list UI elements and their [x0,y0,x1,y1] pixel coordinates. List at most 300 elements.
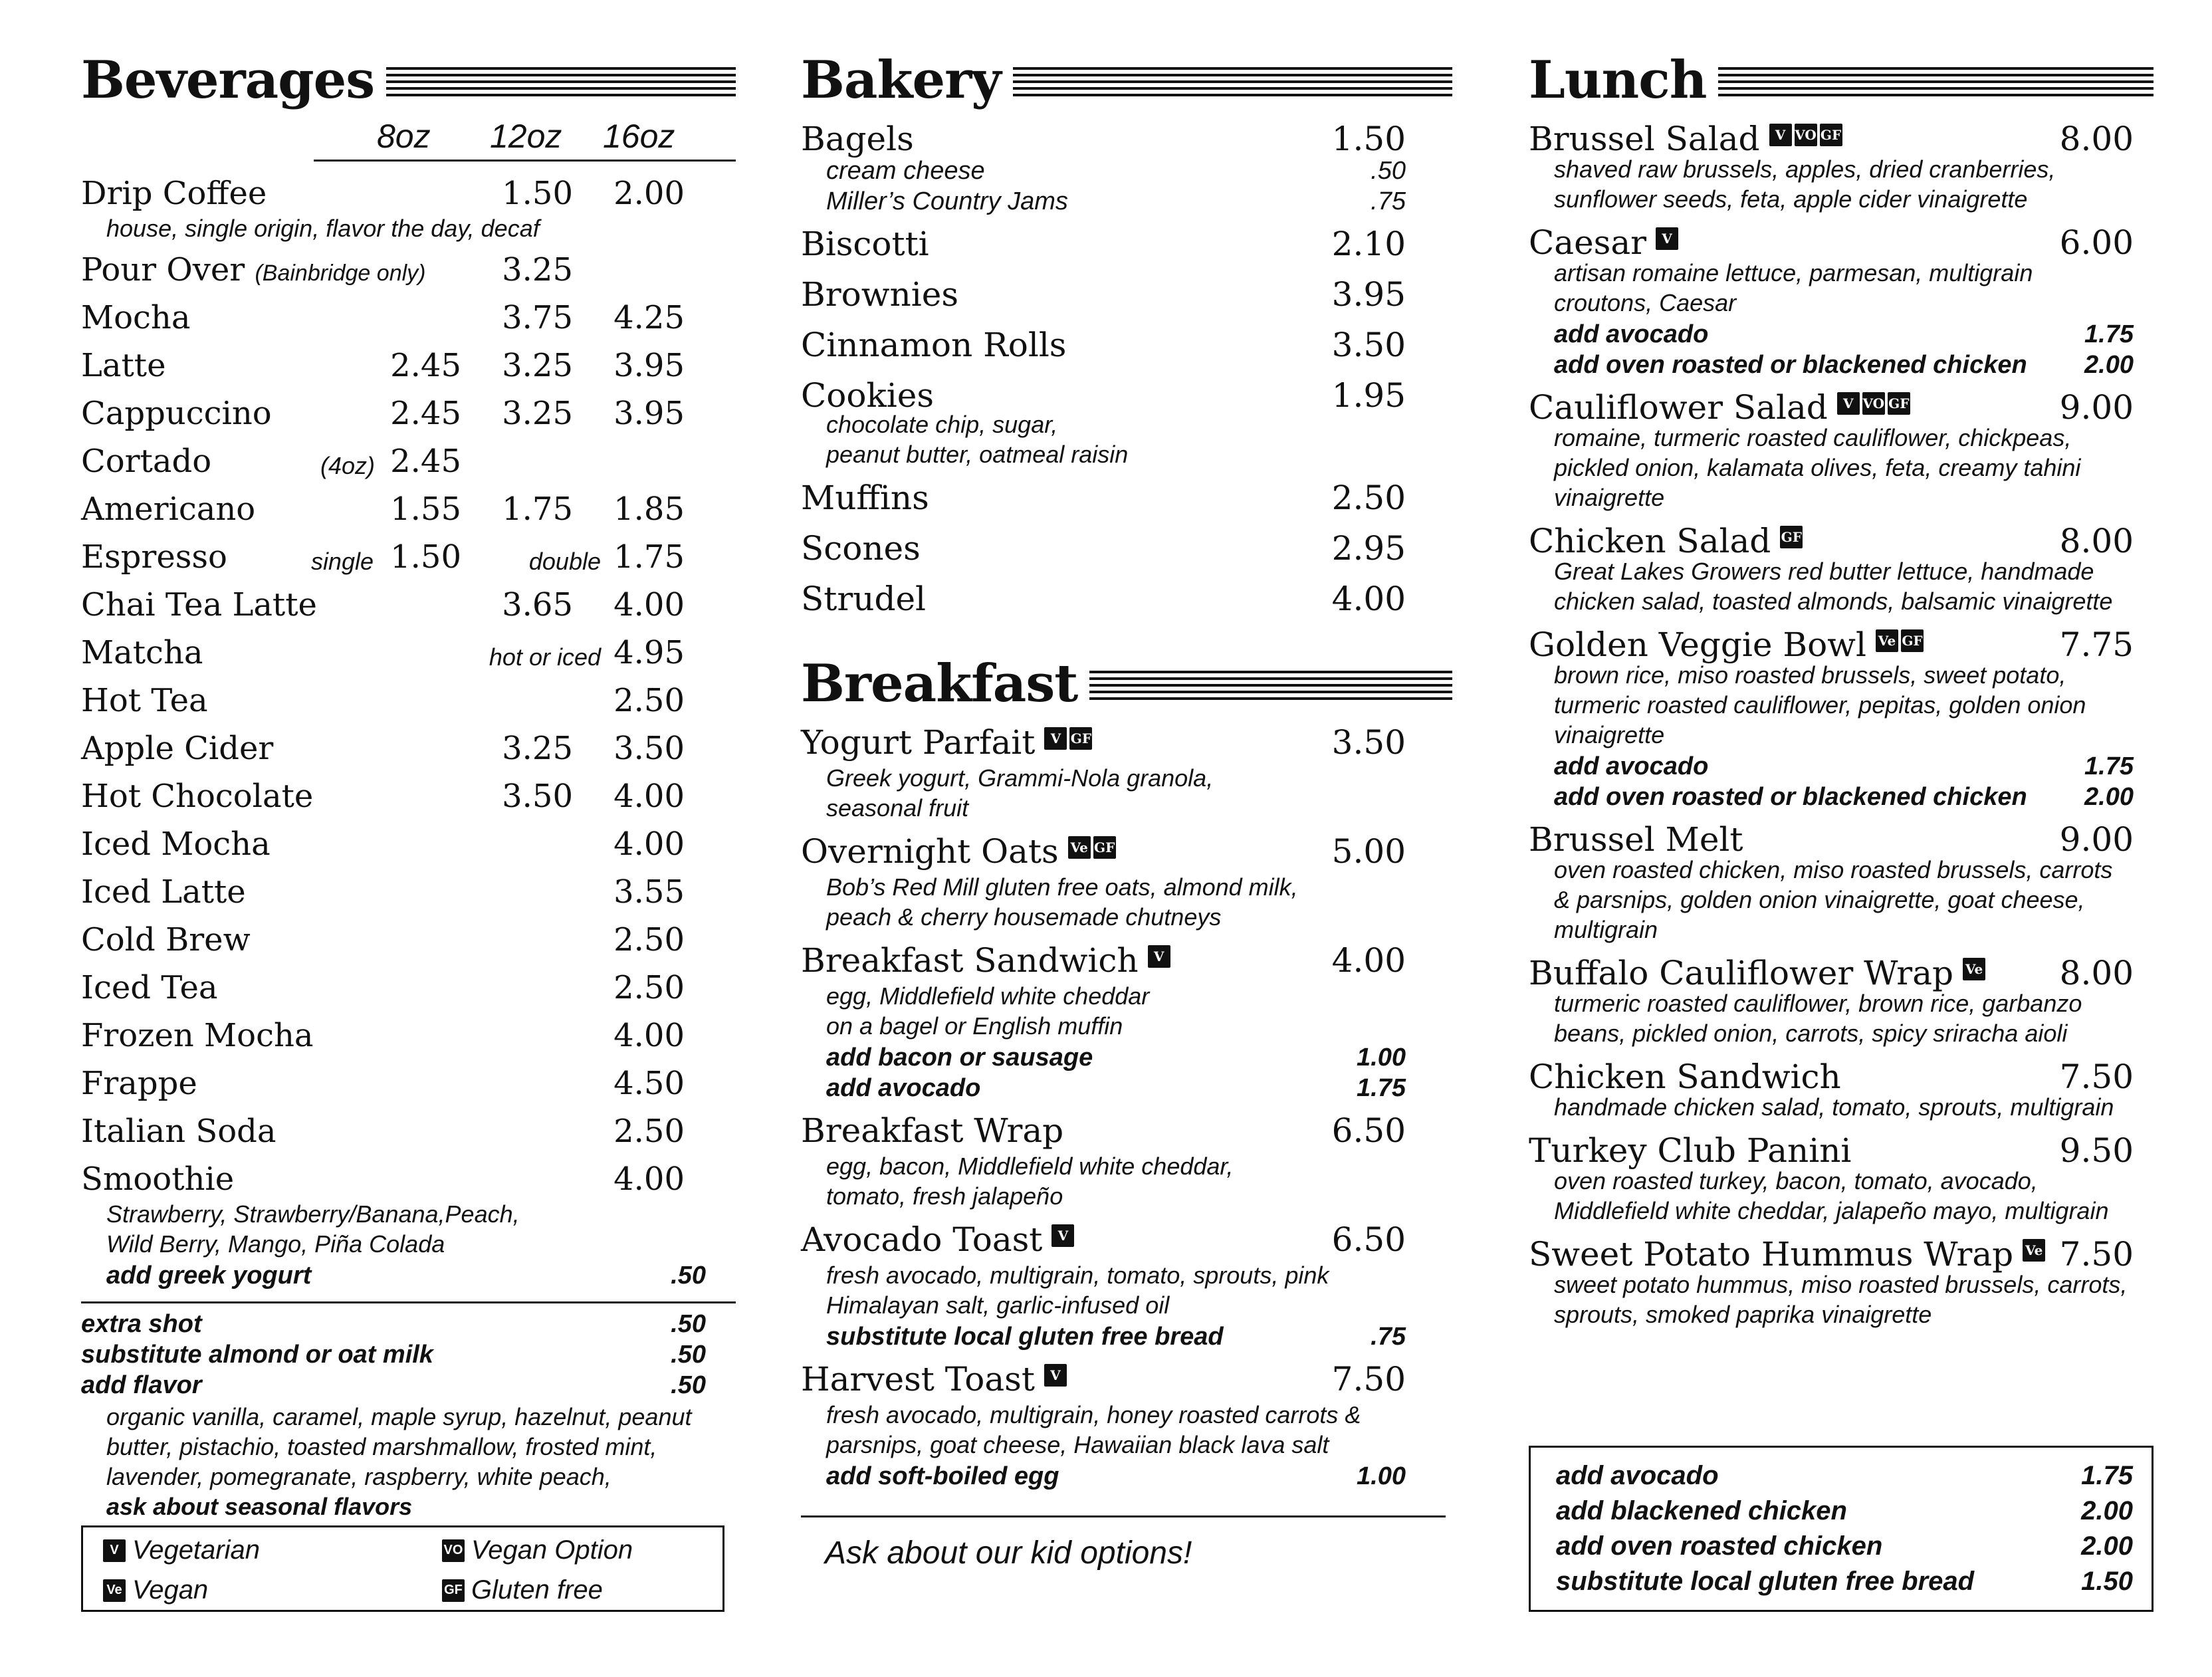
item-name: Cinnamon Rolls [801,326,1067,364]
extra-name: add flavor [81,1371,202,1399]
description-line: shaved raw brussels, apples, dried cranberries, [1554,156,2056,183]
add-on-price: 1.75 [2081,1461,2133,1490]
beverage-note: (Bainbridge only) [255,261,426,286]
add-on-name: add blackened chicken [1556,1496,1847,1525]
price-8oz: 2.45 [390,395,461,432]
item-price: 4.00 [1331,580,1406,618]
add-on [1529,752,2134,783]
description-line: sweet potato hummus, miso roasted brussels, carrots, [1554,1271,2128,1298]
lunch-add-ons-box [1529,1446,2154,1612]
add-on-price: .50 [1371,157,1406,185]
price-16oz: 4.25 [613,299,685,336]
breakfast-list [801,717,1406,1493]
item-description [826,981,1406,1041]
add-on-name: add soft-boiled egg [826,1462,1059,1490]
lunch-item [1529,619,2134,664]
add-on-price: 2.00 [2081,1496,2133,1525]
item-name: Chicken Salad [1529,522,1771,560]
description-line: romaine, turmeric roasted cauliflower, chickpeas, [1554,424,2072,451]
beverage-list [81,169,736,1292]
price-8oz: 2.45 [390,443,461,480]
item-price: 7.50 [2059,1058,2134,1096]
bakery-item [801,370,1406,413]
extra-name: extra shot [81,1310,202,1338]
beverage-row [81,294,736,342]
description-line: egg, bacon, Middlefield white cheddar, [826,1153,1234,1180]
beverage-row [81,677,736,725]
divider [801,1515,1446,1517]
description-line: artisan romaine lettuce, parmesan, multigrain [1554,259,2033,286]
description-line: pickled onion, kalamata olives, feta, creamy tahini [1554,454,2081,481]
price-8oz: 1.55 [390,491,461,528]
price-16oz: 1.85 [613,491,685,528]
description-line: fresh avocado, multigrain, honey roasted carrots & [826,1401,1361,1428]
description-line: peach & cherry housemade chutneys [826,903,1222,931]
flavor-line: organic vanilla, caramel, maple syrup, hazelnut, peanut [106,1403,692,1430]
price-16oz: 4.00 [613,826,685,863]
price-single: 1.50 [390,538,461,576]
beverage-name: Iced Tea [81,969,218,1006]
extra-row [81,1341,736,1371]
beverage-row [81,246,736,294]
add-on-row [1556,1567,2133,1602]
item-description [826,872,1406,932]
bakery-item [801,573,1406,623]
vegetarian-icon: V [1148,945,1170,968]
vegan-icon: Ve [103,1579,126,1602]
item-price: 2.10 [1331,225,1406,263]
item-name: Strudel [801,580,927,618]
description-line: sprouts, smoked paprika vinaigrette [1554,1301,1932,1328]
item-description [1554,258,2134,318]
description-line: parsnips, goat cheese, Hawaiian black lava salt [826,1431,1329,1458]
hot-or-iced-label: hot or iced [489,643,601,671]
lunch-item [1529,382,2134,427]
beverage-name: Iced Mocha [81,826,271,863]
extra-price: .50 [671,1310,706,1338]
description-line: Greek yogurt, Grammi-Nola granola, [826,764,1214,792]
item-description [1554,154,2134,214]
beverage-name: Hot Tea [81,682,208,719]
seasonal-flavors-note: ask about seasonal flavors [106,1493,413,1520]
vegan-icon: Ve [1068,836,1091,859]
item-description [826,763,1406,823]
price-double: 1.75 [613,538,685,576]
description-line: croutons, Caesar [1554,289,1737,316]
bakery-list [801,113,1406,623]
lunch-item [1529,515,2134,560]
price-16oz: 3.95 [613,347,685,384]
description-line: sunflower seeds, feta, apple cider vinaigrette [1554,185,2028,213]
description-line: seasonal fruit [826,794,969,822]
breakfast-item [801,826,1406,876]
size-columns-header [314,113,736,162]
description-line: on a bagel or English muffin [826,1012,1123,1040]
item-name: Brownies [801,275,958,314]
add-on [801,1074,1406,1105]
description-line: multigrain [1554,916,1658,943]
bagel-add-on [801,187,1406,218]
header-rule-lines [386,67,736,99]
price-16oz: 4.00 [613,586,685,623]
item-name: Brussel Melt [1529,820,1743,859]
vegetarian-icon: V [1044,1364,1067,1387]
add-on-row [1556,1461,2133,1496]
flavor-line: butter, pistachio, toasted marshmallow, frosted mint, [106,1433,657,1460]
beverage-name: Drip Coffee [81,175,267,212]
beverage-row [81,868,736,916]
add-on-name: cream cheese [826,157,985,185]
beverage-row [81,820,736,868]
lunch-item [1529,947,2134,992]
vegetarian-icon: V [1044,727,1067,750]
price-12oz: 3.25 [502,347,573,384]
add-on-name: add greek yogurt [106,1262,312,1289]
size-8oz: 8oz [377,118,431,155]
beverage-row [81,629,736,677]
price-12oz: 3.75 [502,299,573,336]
beverage-extras [81,1310,736,1521]
lunch-item [1529,113,2134,158]
header-rule-lines [1013,67,1452,99]
add-on-price: 2.00 [2084,351,2134,379]
add-on-price: 1.75 [1357,1074,1406,1102]
add-on-price: 1.75 [2084,752,2134,780]
bakery-item [801,113,1406,157]
beverage-name: Latte [81,347,166,384]
description-line: & parsnips, golden onion vinaigrette, goat cheese, [1554,886,2085,913]
gluten-free-icon: GF [442,1579,465,1602]
beverage-name: Cortado [81,443,212,480]
beverage-row [81,1155,736,1203]
item-price: 9.00 [2059,820,2134,859]
price-12oz: 3.50 [502,778,573,815]
item-price: 7.50 [2059,1235,2134,1274]
bakery-item [801,218,1406,269]
add-on [801,1323,1406,1353]
add-on-name: add oven roasted or blackened chicken [1554,783,2027,811]
item-price: 6.00 [2059,223,2134,262]
add-on-price: 1.75 [2084,320,2134,348]
gluten-free-icon: GF [1901,629,1924,652]
add-on-name: add bacon or sausage [826,1044,1093,1071]
add-on-name: add avocado [826,1074,981,1102]
add-on-price: 1.00 [1357,1462,1406,1490]
item-price: 9.00 [2059,388,2134,427]
breakfast-item [801,1105,1406,1155]
beverage-name: Hot Chocolate [81,778,314,815]
price-12oz: 1.75 [502,491,573,528]
beverage-row [81,169,736,217]
beverage-name: Smoothie [81,1161,235,1198]
description-line: handmade chicken salad, tomato, sprouts, multigrain [1554,1093,2114,1121]
add-on-price: .75 [1371,187,1406,215]
bakery-item [801,319,1406,370]
lunch-item [1529,814,2134,859]
description-line: egg, Middlefield white cheddar [826,982,1150,1010]
add-on-name: add avocado [1554,752,1709,780]
smoothie-flavors [106,1199,736,1259]
add-on-name: Miller’s Country Jams [826,187,1068,215]
description-line: Middlefield white cheddar, jalapeño mayo, multigrain [1554,1197,2109,1224]
beverage-row [81,964,736,1012]
item-description [1554,556,2134,616]
add-on-name: add avocado [1554,320,1709,348]
add-on [801,1044,1406,1074]
item-name: Caesar [1529,223,1647,262]
beverages-header [81,47,736,113]
flavor-list [106,1402,736,1521]
add-on-row [1556,1496,2133,1531]
legend-vegan [103,1575,208,1605]
lunch-item [1529,217,2134,262]
item-name: Brussel Salad [1529,120,1760,158]
gluten-free-icon: GF [1069,727,1092,750]
add-on-name: add oven roasted chicken [1556,1531,1883,1561]
lunch-item [1529,1125,2134,1170]
flavor-line: lavender, pomegranate, raspberry, white peach, [106,1463,611,1490]
bakery-title: Bakery [801,49,1001,110]
item-description [1554,855,2134,945]
vegan-icon: Ve [2023,1239,2045,1262]
item-description [1554,988,2134,1048]
price-12oz: 3.25 [502,730,573,767]
item-price: 6.50 [1331,1111,1406,1150]
item-name: Overnight Oats [801,832,1059,871]
bakery-item [801,522,1406,573]
cookie-varieties [826,409,1406,469]
beverage-row [81,342,736,390]
gluten-free-icon: GF [1820,124,1842,146]
beverage-name: Espresso [81,538,227,576]
item-description [826,1260,1406,1320]
add-on-name: substitute local gluten free bread [1556,1567,1975,1596]
vegetarian-icon: V [1051,1224,1074,1247]
add-on-price: 1.50 [2081,1567,2133,1596]
vegan-option-icon: VO [442,1539,465,1562]
price-16oz: 3.50 [613,730,685,767]
beverage-name: Americano [81,491,256,528]
beverage-name: Frappe [81,1065,197,1102]
lunch-item [1529,1228,2134,1274]
lunch-title: Lunch [1529,49,1707,110]
vegan-option-icon: VO [1862,392,1885,415]
item-name: Harvest Toast [801,1360,1035,1398]
description-line: brown rice, miso roasted brussels, sweet potato, [1554,661,2066,689]
lunch-item [1529,1051,2134,1096]
add-on-name: add avocado [1556,1461,1719,1490]
add-on-price: 2.00 [2084,783,2134,811]
item-price: 5.00 [1331,832,1406,871]
price-16oz: 2.50 [613,969,685,1006]
price-16oz: 3.95 [613,395,685,432]
item-description [826,1151,1406,1211]
breakfast-item [801,717,1406,767]
item-price: 1.50 [1331,120,1406,158]
description-line: Himalayan salt, garlic-infused oil [826,1291,1170,1319]
extra-row [81,1371,736,1402]
item-price: 8.00 [2059,522,2134,560]
beverage-name: Chai Tea Latte [81,586,317,623]
double-label: double [528,548,601,575]
price-16oz: 4.50 [613,1065,685,1102]
description-line: vinaigrette [1554,721,1665,748]
beverage-name: Frozen Mocha [81,1017,314,1054]
add-on-price: .50 [671,1262,706,1289]
item-description [1554,1166,2134,1226]
beverages-title: Beverages [81,49,375,110]
price-12oz: 3.65 [502,586,573,623]
item-price: 7.50 [1331,1360,1406,1398]
beverage-row [81,485,736,533]
size-16oz: 16oz [603,118,675,155]
breakfast-item [801,1353,1406,1404]
price-16oz: 2.50 [613,1113,685,1150]
beverage-name: Apple Cider [81,730,274,767]
item-price: 9.50 [2059,1131,2134,1170]
item-name: Golden Veggie Bowl [1529,625,1866,664]
description-line: beans, pickled onion, carrots, spicy sriracha aioli [1554,1020,2068,1047]
lunch-header [1529,47,2154,113]
header-rule-lines [1718,67,2154,99]
description-line: Great Lakes Growers red butter lettuce, handmade [1554,558,2094,585]
item-name: Sweet Potato Hummus Wrap [1529,1235,2014,1274]
item-price: 6.50 [1331,1220,1406,1259]
beverage-row [81,725,736,772]
add-on [1529,783,2134,814]
item-name: Cookies [801,376,934,415]
item-price: 8.00 [2059,954,2134,992]
price-16oz: 2.50 [613,921,685,958]
item-name: Turkey Club Panini [1529,1131,1852,1170]
beverage-row [81,1060,736,1107]
beverage-row [81,772,736,820]
item-name: Cauliflower Salad [1529,388,1828,427]
item-description [1554,423,2134,512]
legend-label: Vegan Option [471,1535,633,1565]
add-on-name: substitute local gluten free bread [826,1323,1224,1351]
price-8oz: 2.45 [390,347,461,384]
lunch-list [1529,113,2134,1329]
beverage-name: Cold Brew [81,921,251,958]
add-on [1529,351,2134,382]
item-name: Yogurt Parfait [801,723,1036,762]
price-16oz: 2.00 [613,175,685,212]
description-line: vinaigrette [1554,484,1665,511]
vegan-icon: Ve [1963,958,1985,980]
gluten-free-icon: GF [1093,836,1116,859]
description-line: peanut butter, oatmeal raisin [826,441,1129,468]
bakery-item [801,472,1406,522]
item-price: 3.50 [1331,326,1406,364]
item-price: 2.50 [1331,479,1406,517]
description-line: oven roasted chicken, miso roasted brussels, carrots [1554,856,2113,883]
description-line: chicken salad, toasted almonds, balsamic vinaigrette [1554,588,2113,615]
bakery-item [801,269,1406,319]
add-on [801,1462,1406,1493]
item-description [1554,1092,2134,1122]
item-name: Bagels [801,120,914,158]
beverage-name: Italian Soda [81,1113,276,1150]
beverage-row [81,1012,736,1060]
beverage-name: Pour Over [81,251,245,288]
item-price: 4.00 [1331,941,1406,980]
smoothie-add-on [81,1262,736,1292]
beverage-row [81,437,736,485]
price-12oz: 3.25 [502,395,573,432]
kid-options-note: Ask about our kid options! [825,1535,1192,1571]
vegan-option-icon: VO [1795,124,1817,146]
size-note: (4oz) [320,452,376,479]
price-16oz: 4.00 [613,1017,685,1054]
vegan-icon: Ve [1876,629,1898,652]
beverages-column [81,47,736,1605]
legend-label: Vegetarian [132,1535,260,1565]
legend-label: Vegan [132,1575,209,1605]
description-line: oven roasted turkey, bacon, tomato, avocado, [1554,1167,2038,1194]
price-12oz: 1.50 [502,175,573,212]
legend-vegan-option [442,1535,633,1565]
add-on-price: .75 [1371,1323,1406,1351]
item-name: Breakfast Sandwich [801,941,1139,980]
beverage-name: Matcha [81,634,203,671]
size-12oz: 12oz [490,118,562,155]
item-price: 3.50 [1331,723,1406,762]
item-price: 7.75 [2059,625,2134,664]
item-price: 3.95 [1331,275,1406,314]
breakfast-title: Breakfast [801,653,1078,714]
beverage-name: Cappuccino [81,395,272,432]
extra-price: .50 [671,1341,706,1369]
extra-row [81,1310,736,1341]
add-on-name: add oven roasted or blackened chicken [1554,351,2027,379]
beverage-description: house, single origin, flavor the day, decaf [106,215,540,242]
item-name: Scones [801,529,921,568]
legend-label: Gluten free [471,1575,603,1605]
smoothie-flavors-line: Wild Berry, Mango, Piña Colada [106,1230,445,1258]
beverage-name: Mocha [81,299,191,336]
item-name: Buffalo Cauliflower Wrap [1529,954,1954,992]
extra-name: substitute almond or oat milk [81,1341,433,1369]
description-line: tomato, fresh jalapeño [826,1182,1063,1210]
description-line: turmeric roasted cauliflower, brown rice, garbanzo [1554,990,2082,1017]
smoothie-flavors-line: Strawberry, Strawberry/Banana,Peach, [106,1200,520,1228]
add-on [1529,320,2134,351]
description-line: chocolate chip, sugar, [826,411,1058,438]
gluten-free-icon: GF [1888,392,1910,415]
add-on-price: 2.00 [2081,1531,2133,1561]
price-16oz: 2.50 [613,682,685,719]
add-on-row [1556,1531,2133,1567]
legend-vegetarian [103,1535,260,1565]
vegetarian-icon: V [1837,392,1860,415]
item-description [1554,1270,2134,1329]
beverage-row [81,1107,736,1155]
legend-gluten-free [442,1575,603,1605]
beverage-row [81,390,736,437]
divider [81,1301,736,1303]
price-16oz: 4.95 [613,634,685,671]
add-on-price: 1.00 [1357,1044,1406,1071]
description-line: turmeric roasted cauliflower, pepitas, golden onion [1554,691,2086,719]
item-price: 1.95 [1331,376,1406,415]
item-name: Avocado Toast [801,1220,1043,1259]
item-description [826,1400,1406,1460]
lunch-column [1529,47,2154,1596]
price-12oz: 3.25 [502,251,573,288]
item-price: 8.00 [2059,120,2134,158]
price-16oz: 4.00 [613,1161,685,1198]
